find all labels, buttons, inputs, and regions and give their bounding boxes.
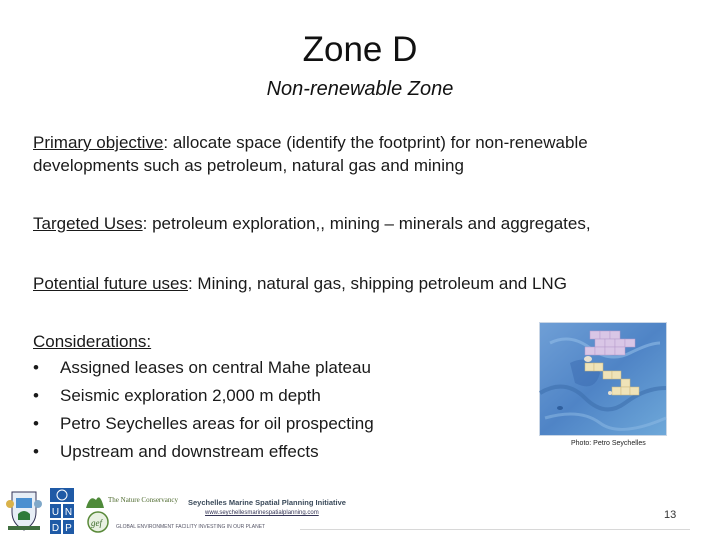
list-item	[33, 410, 433, 438]
undp-letter-p: P	[65, 523, 72, 534]
targeted-uses-paragraph	[33, 212, 683, 235]
primary-objective-label: Primary objective	[33, 133, 164, 152]
initiative-title: Seychelles Marine Spatial Planning Initiative	[188, 498, 346, 507]
primary-objective-text: : allocate space (identify the footprint) for non-renewable developments such as petroleum, natural gas and mining	[33, 133, 588, 175]
slide-subtitle: Non-renewable Zone	[266, 78, 454, 100]
targeted-uses-text: : petroleum exploration,, mining – minerals and aggregates,	[142, 214, 591, 233]
nature-conservancy-text: The Nature Conservancy	[108, 496, 178, 504]
undp-letter-n: N	[64, 507, 73, 518]
list-item-text: Seismic exploration 2,000 m depth	[60, 386, 321, 405]
slide-title: Zone D	[302, 30, 418, 69]
list-item-text: Petro Seychelles areas for oil prospecting	[60, 414, 374, 433]
considerations-list	[33, 354, 433, 466]
potential-future-uses-text: : Mining, natural gas, shipping petroleum and LNG	[187, 274, 567, 293]
gef-tagline: GLOBAL ENVIRONMENT FACILITY INVESTING IN OUR PLANET	[116, 524, 266, 530]
bullet-icon: •	[33, 414, 39, 433]
list-item	[33, 382, 433, 410]
potential-future-uses-label: Potential future uses	[33, 274, 188, 293]
list-item	[33, 438, 433, 466]
bullet-icon: •	[33, 442, 39, 461]
considerations-heading: Considerations:	[33, 332, 152, 351]
bullet-icon: •	[33, 386, 39, 405]
list-item-text: Upstream and downstream effects	[60, 442, 319, 461]
considerations-section	[33, 330, 433, 466]
photo-caption: Photo: Petro Seychelles	[571, 440, 646, 447]
undp-letter-u: U	[51, 507, 60, 518]
slide-number: 13	[664, 509, 677, 521]
undp-logo-icon	[50, 488, 74, 536]
targeted-uses-label: Targeted Uses	[33, 214, 143, 233]
list-item-text: Assigned leases on central Mahe plateau	[60, 358, 371, 377]
undp-letter-d: D	[51, 523, 60, 534]
primary-objective-paragraph	[33, 131, 673, 177]
petroleum-areas-map-image	[539, 322, 667, 436]
nature-conservancy-logo-icon	[84, 490, 178, 512]
list-item	[33, 354, 433, 382]
bullet-icon: •	[33, 358, 39, 377]
footer-logos	[0, 484, 720, 540]
potential-future-uses-paragraph	[33, 272, 683, 295]
seychelles-coat-of-arms-icon	[4, 486, 44, 534]
gef-label: gef	[91, 518, 102, 528]
gef-logo-icon	[86, 510, 116, 534]
footer-divider	[300, 529, 690, 530]
initiative-url-link[interactable]: www.seychellesmarinespatialplanning.com	[205, 510, 319, 516]
